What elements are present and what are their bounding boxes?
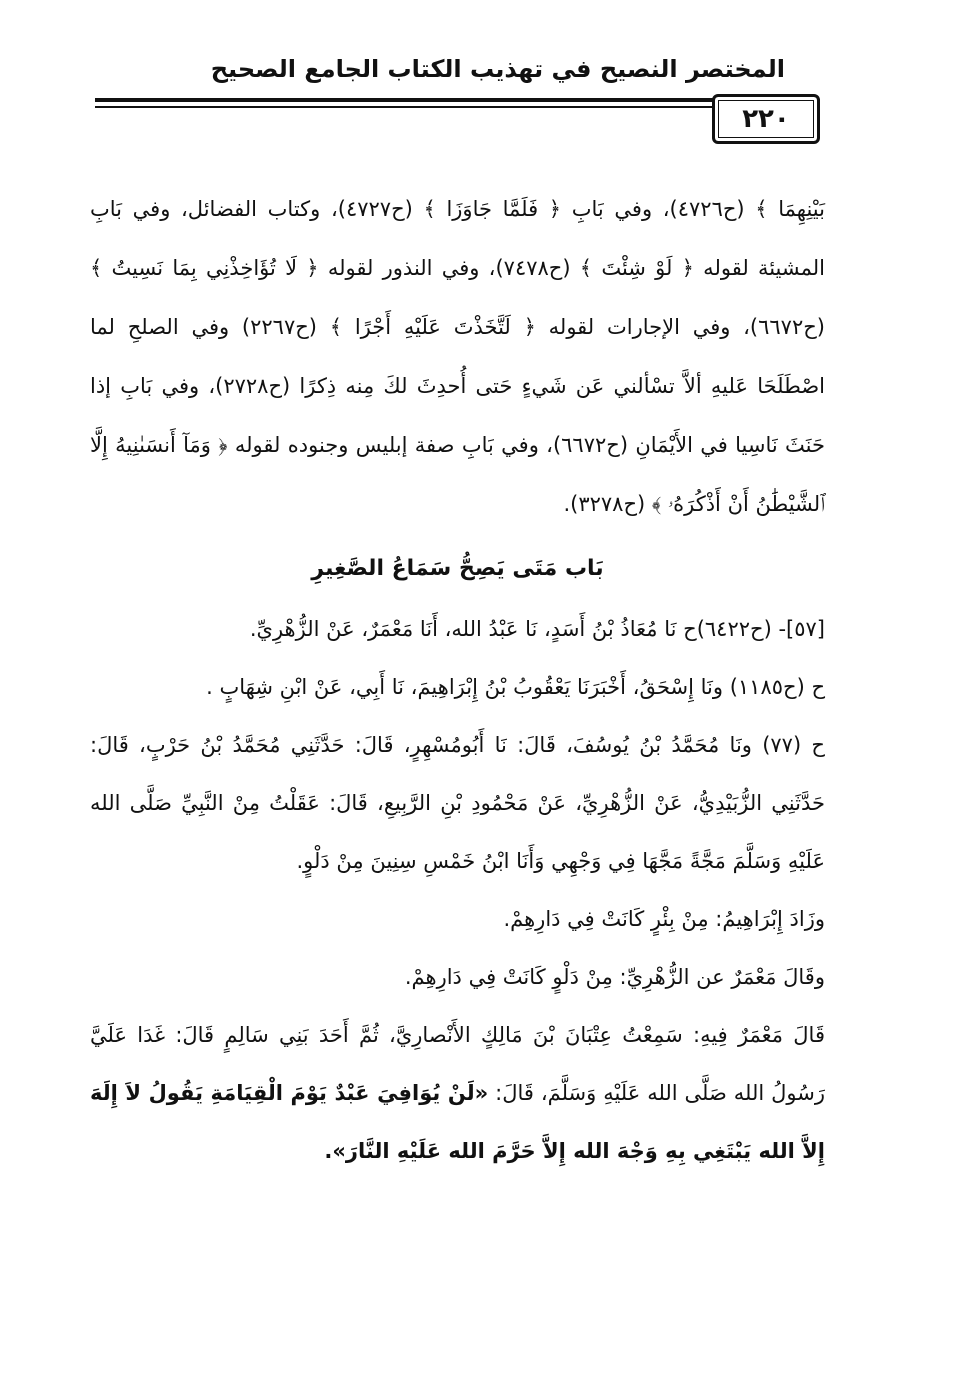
hadith-narration-text: قَالَ مَعْمَرٌ فِيهِ: سَمِعْتُ عِتْبَانَ بْنَ مَالِكٍ الأَنْصارِيَّ، ثُمَّ أَحَدَ بَنِي سَالِمٍ قَالَ: غَدَا عَلَيَّ رَسُولُ الله صَلَّى الله عَلَيْهِ وَسَلَّمَ، قَالَ: [90, 1023, 825, 1105]
running-header-title: المختصر النصيح في تهذيب الكتاب الجامع الصحيح [210, 55, 785, 83]
main-text [90, 180, 825, 1180]
page-number: ٢٢٠ [742, 104, 790, 134]
hadith-isnad-2: ح (ح١١٨٥) ونَا إِسْحَقُ، أَخْبَرَنَا يَعْقُوبُ بْنُ إِبْرَاهِيمَ، نَا أَبِي، عَنْ ابْنِ شِهَابٍ . [206, 675, 825, 699]
hadith-narration [90, 1006, 825, 1180]
hadith-addition-ibrahim: وزَادَ إِبْرَاهِيمُ: مِنْ بِئْرٍ كَانَتْ فِي دَارِهِمْ. [503, 907, 825, 931]
hadith-block [90, 600, 825, 1180]
hadith-addition-mamar: وقَالَ مَعْمَرٌ عن الزُّهْرِيِّ: مِنْ دَلْوٍ كَانَتْ فِي دَارِهِمْ. [404, 965, 825, 989]
header-rule-thin [95, 106, 815, 108]
chapter-title: بَاب مَتَى يَصِحُّ سَمَاعُ الصَّغِيرِ [311, 556, 604, 581]
hadith-matn-quote: «لَنْ يُوَافِيَ عَبْدٌ يَوْمَ الْقِيَامَةِ يَقُولُ لاَ إِلَهَ إِلاَّ الله يَبْتَغِي بِهِ وَجْهَ الله إِلاَّ حَرَّمَ الله عَلَيْهِ النَّارَ». [90, 1081, 825, 1163]
page-number-frame [712, 94, 820, 144]
header-rule-thick [95, 98, 815, 102]
references-paragraph: بَيْنِهِمَا ﴾ (ح٤٧٢٦)، وفي بَابِ ﴿ فَلَمَّا جَاوَزَا ﴾ (ح٤٧٢٧)، وكتاب الفضائل، وفي بَابِ المشيئة لقوله ﴿ لَوْ شِئْتَ ﴾ (ح٧٤٧٨)، وفي النذور لقوله ﴿ لَا تُؤَاخِذْنِي بِمَا نَسِيتُ ﴾ (ح٦٦٧٢)، وفي الإجارات لقوله ﴿ لَتَّخَذْتَ عَلَيْهِ أَجْرًا ﴾ (ح٢٢٦٧) وفي الصلحِ لما اصْطَلَحَا عَليهِ ألاَّ تسْألني عَن شَيءٍ حَتى أُحدِثَ لكَ مِنه ذِكرًا (ح٢٧٢٨)، وفي بَابِ إذا حَنَثَ نَاسِيا في الأَيْمَانِ (ح٦٦٧٢)، وفي بَابِ صفة إبليس وجنوده لقوله ﴿ وَمَآ أَنسَىٰنِيهُ إِلَّا ٱلشَّيْطَٰنُ أَنْ أَذْكُرَهُۥ ﴾ (ح٣٢٧٨). [90, 197, 826, 516]
hadith-isnad-3: ح (٧٧) ونَا مُحَمَّدُ بْنُ يُوسُفَ، قَالَ: نَا أَبُومُسْهِرٍ، قَالَ: حَدَّثَنِي مُحَمَّدُ بْنُ حَرْبٍ، قَالَ: حَدَّثَنِي الزُّبَيْدِيُّ، عَنْ الزُّهْرِيِّ، عَنْ مَحْمُودِ بْنِ الرَّبِيعِ، قَالَ: عَقَلْتُ مِنْ النَّبِيِّ صَلَّى الله عَلَيْهِ وَسَلَّمَ مَجَّةً مَجَّهَا فِي وَجْهِي وَأَنَا ابْنُ خَمْسِ سِنِينَ مِنْ دَلْوٍ. [90, 733, 825, 873]
hadith-isnad-1: [٥٧]- (ح٦٤٢٢)ح نَا مُعَاذُ بْنُ أَسَدٍ، نَا عَبْدُ الله، أَنَا مَعْمَرٌ، عَنْ الزُّهْرِيِّ. [249, 617, 825, 641]
